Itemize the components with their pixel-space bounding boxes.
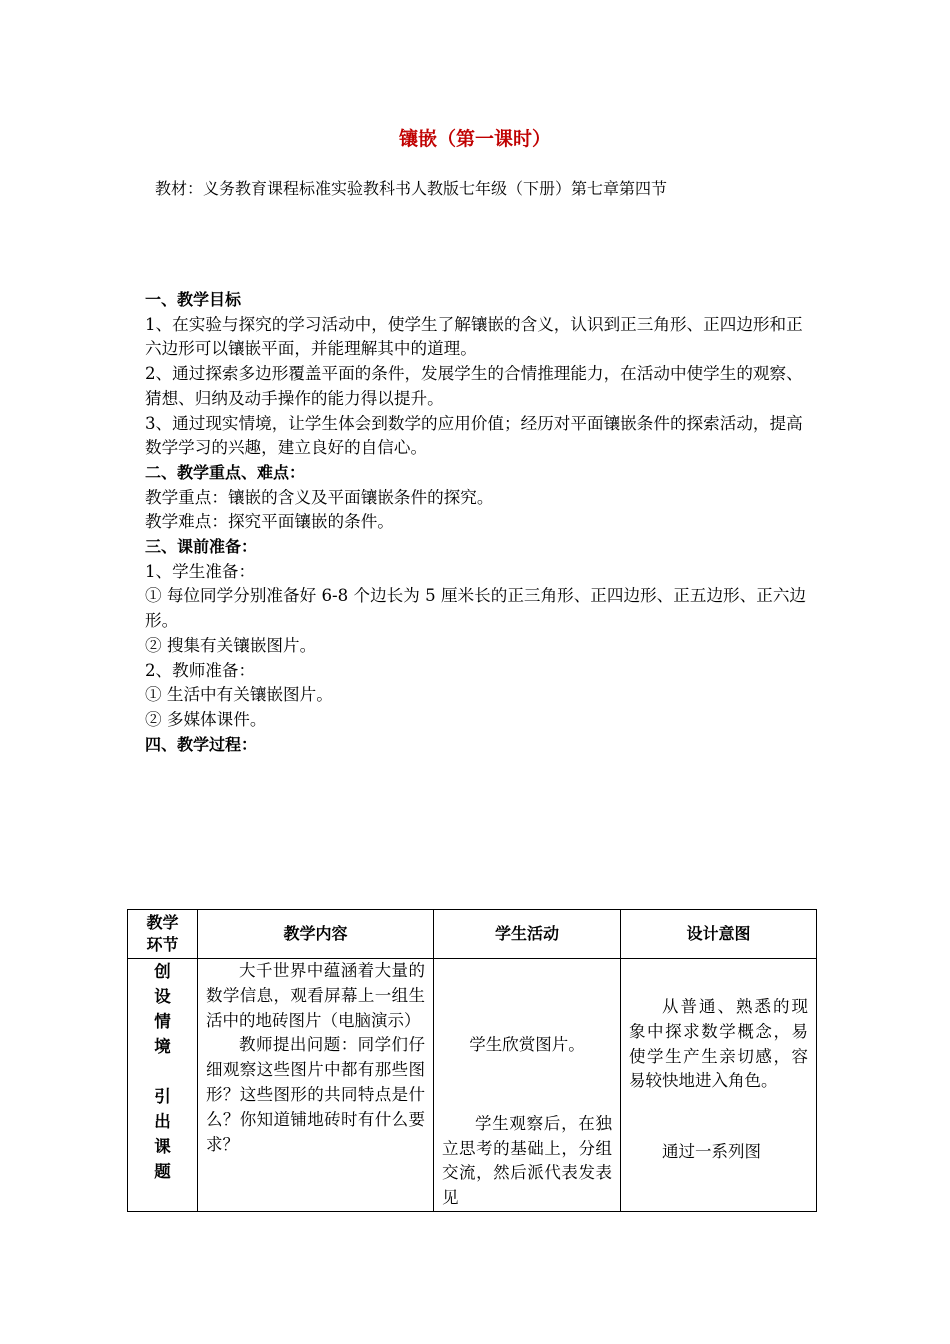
content-paragraph-1: 大千世界中蕴涵着大量的数学信息，观看屏幕上一组生活中的地砖图片（电脑演示） (206, 961, 425, 1030)
header-content: 教学内容 (198, 910, 434, 959)
student-preparation-item-1: ① 每位同学分别准备好 6-8 个边长为 5 厘米长的正三角形、正四边形、正五边形、正六边形。 (145, 586, 807, 631)
stage-char: 引 (154, 1087, 171, 1106)
goal-3: 3、通过现实情境，让学生体会到数学的应用价值；经历对平面镶嵌条件的探索活动，提高数学学习的兴趣，建立良好的自信心。 (145, 413, 803, 458)
textbook-info: 教材：义务教育课程标准实验教科书人教版七年级（下册）第七章第四节 (155, 179, 668, 198)
stage-char: 课 (154, 1137, 171, 1156)
stage-char: 创 (154, 962, 171, 981)
content-cell (198, 959, 434, 1212)
goals-heading: 一、教学目标 (145, 290, 242, 309)
content-paragraph-2: 教师提出问题：同学们仔细观察这些图片中都有那些图形？这些图形的共同特点是什么？你知道铺地砖时有什么要求？ (206, 1035, 425, 1154)
teacher-preparation-item-1: ① 生活中有关镶嵌图片。 (145, 685, 333, 705)
intent-paragraph-1: 从普通、熟悉的现象中探求数学概念，易使学生产生亲切感，容易较快地进入角色。 (629, 997, 808, 1091)
goal-2: 2、通过探索多边形覆盖平面的条件，发展学生的合情推理能力，在活动中使学生的观察、猜想、归纳及动手操作的能力得以提升。 (145, 364, 803, 408)
key-point: 教学重点：镶嵌的含义及平面镶嵌条件的探究。 (145, 487, 494, 507)
stage-char: 出 (154, 1112, 171, 1131)
key-points-heading: 二、教学重点、难点： (145, 462, 306, 482)
stage-char: 境 (154, 1037, 171, 1056)
activity-paragraph-2: 学生观察后，在独立思考的基础上，分组交流，然后派代表发表见 (442, 1113, 612, 1208)
teacher-preparation: 2、教师准备： (145, 660, 256, 680)
stage-char (153, 1059, 173, 1084)
process-heading: 四、教学过程： (145, 734, 258, 754)
goal-1: 1、在实验与探究的学习活动中，使学生了解镶嵌的含义，认识到正三角形、正四边形和正六边形可以镶嵌平面，并能理解其中的道理。 (145, 314, 803, 359)
stage-cell (128, 959, 198, 1212)
header-activity: 学生活动 (434, 910, 621, 959)
stage-char: 情 (154, 1012, 171, 1031)
stage-char: 题 (154, 1162, 171, 1181)
teacher-preparation-item-2: ② 多媒体课件。 (145, 709, 267, 729)
activity-paragraph-1: 学生欣赏图片。 (469, 1035, 585, 1054)
stage-char: 设 (154, 987, 171, 1006)
difficult-point: 教学难点：探究平面镶嵌的条件。 (145, 512, 394, 532)
preparation-heading: 三、课前准备： (145, 537, 258, 557)
activity-cell (434, 959, 621, 1212)
intent-paragraph-2: 通过一系列图 (662, 1142, 761, 1162)
header-stage: 教学 环节 (128, 910, 198, 959)
student-preparation: 1、学生准备： (145, 561, 256, 581)
header-intent: 设计意图 (621, 910, 817, 959)
document-title: 镶嵌（第一课时） (398, 128, 551, 150)
table-row (128, 959, 817, 1212)
document-body (145, 288, 815, 757)
table-header-row (128, 910, 817, 959)
teaching-process-table (127, 909, 817, 1212)
student-preparation-item-2: ② 搜集有关镶嵌图片。 (145, 635, 317, 655)
intent-cell (621, 959, 817, 1212)
